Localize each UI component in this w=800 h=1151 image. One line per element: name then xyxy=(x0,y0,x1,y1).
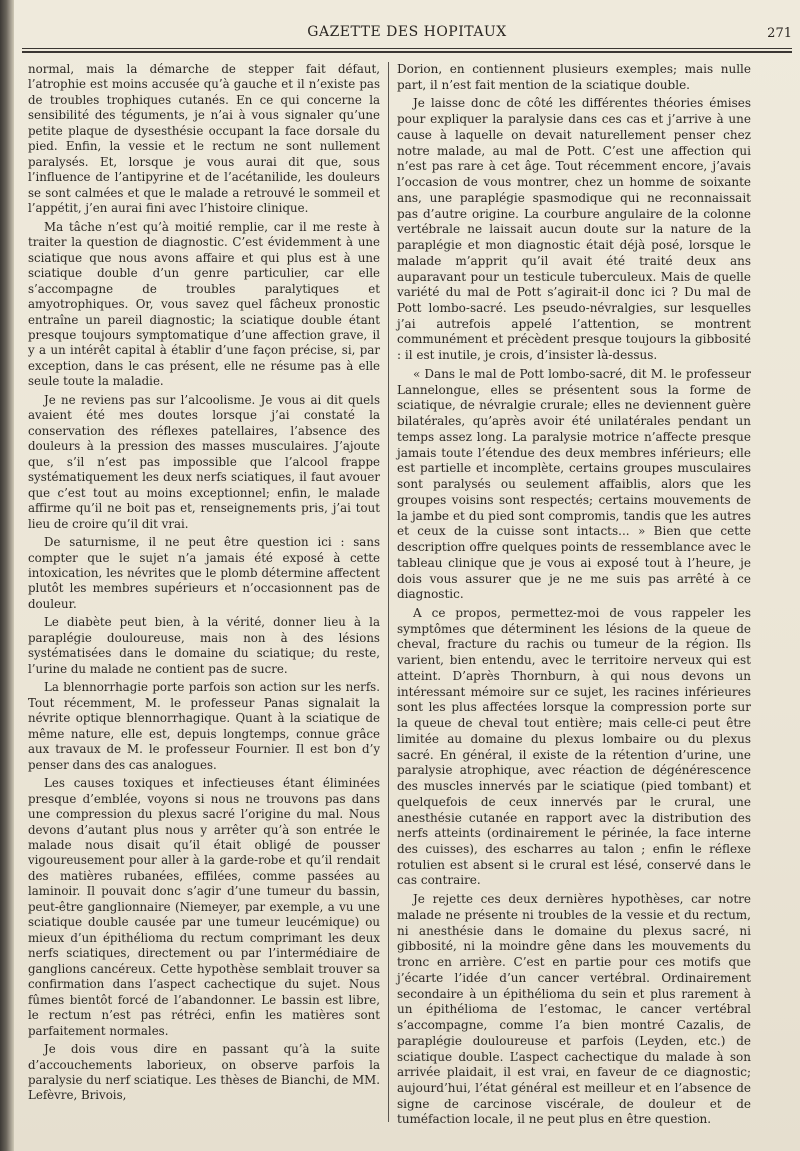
paragraph: Je rejette ces deux dernières hypothèses, car notre malade ne présente ni troubles de la vessie et du rectum, ni anesthésie dans le domaine du plexus sacré, ni gibbosité, ni la moindre gêne dans les mouvements du tronc en arrière. C’est en partie pour ces motifs que j’écarte l’idée d’un cancer vertébral. Ordinairement secondaire à un épithélioma du sein et plus rarement à un épithélioma de l’estomac, le cancer vertébral s’accompagne, comme l’a bien montré Cazalis, de paraplégie douloureuse et parfois (Leyden, etc.) de sciatique double. L’aspect cachectique du malade à son arrivée plaidait, il est vrai, en faveur de ce diagnostic; aujourd’hui, l’état général est meilleur et en l’absence de signe de carcinose viscérale, de douleur et de tuméfaction locale, il ne peut plus en être question. xyxy=(397,892,751,1127)
page-number: 271 xyxy=(767,26,792,41)
right-column xyxy=(397,62,751,1131)
page-binding-edge xyxy=(0,0,14,1151)
paragraph: A ce propos, permettez-moi de vous rappeler les symptômes que déterminent les lésions de la queue de cheval, fracture du rachis ou tumeur de la région. Ils varient, bien entendu, avec le territoire nerveux qui est atteint. D’après Thornburn, à qui nous devons un intéressant mémoire sur ce sujet, les racines inférieures sont les plus affectées lorsque la compression porte sur la queue de cheval tout entière; mais celle-ci peut être limitée au domaine du plexus lombaire ou du plexus sacré. En général, il existe de la rétention d’urine, une paralysie atrophique, avec réaction de dégénérescence des muscles innervés par le sciatique (pied tombant) et quelquefois de ceux innervés par le crural, une anesthésie cutanée en rapport avec la distribution des nerfs atteints (ordinairement le périnée, la face interne des cuisses), des escharres au talon ; enfin le réflexe rotulien est absent si le crural est lésé, conservé dans le cas contraire. xyxy=(397,605,751,888)
paragraph: normal, mais la démarche de stepper fait défaut, l’atrophie est moins accusée qu’à gauche et il n’existe pas de troubles trophiques cutanés. En ce qui concerne la sensibilité des téguments, je n’ai à vous signaler qu’une petite plaque de dysesthésie occupant la face dorsale du pied. Enfin, la vessie et le rectum ne sont nullement paralysés. Et, lorsque je vous aurai dit que, sous l’influence de l’antipyrine et de l’acétanilide, les douleurs se sont calmées et que le malade a retrouvé le sommeil et l’appétit, j’en aurai fini avec l’histoire clinique. xyxy=(28,62,380,216)
paragraph: Le diabète peut bien, à la vérité, donner lieu à la paraplégie douloureuse, mais non à des lésions systématisées dans le domaine du sciatique; du reste, l’urine du malade ne contient pas de sucre. xyxy=(28,615,380,676)
column-divider xyxy=(388,62,389,1122)
paragraph: « Dans le mal de Pott lombo-sacré, dit M. le professeur Lannelongue, elles se présentent sous la forme de sciatique, de névralgie crurale; elles ne deviennent guère bilatérales, qu’après avoir été unilatérales pendant un temps assez long. La paralysie motrice n’affecte presque jamais toute l’étendue des deux membres inférieurs; elle est partielle et incomplète, certains groupes musculaires sont paralysés ou seulement affaiblis, alors que les groupes voisins sont respectés; certains mouvements de la jambe et du pied sont compromis, tandis que les autres et ceux de la cuisse sont intacts... » Bien que cette description offre quelques points de ressemblance avec le tableau clinique que je vous ai exposé tout à l’heure, je dois vous assurer que je ne me suis pas arrêté à ce diagnostic. xyxy=(397,366,751,602)
paragraph: Je ne reviens pas sur l’alcoolisme. Je vous ai dit quels avaient été mes doutes lorsque j’ai constaté la conservation des réflexes patellaires, l’absence des douleurs à la pression des masses musculaires. J’ajoute que, s’il n’est pas impossible que l’alcool frappe systématiquement les deux nerfs sciatiques, il faut avouer que c’est tout au moins exceptionnel; enfin, le malade affirme qu’il ne boit pas et, renseignements pris, j’ai tout lieu de croire qu’il dit vrai. xyxy=(28,392,380,531)
paragraph: Dorion, en contiennent plusieurs exemples; mais nulle part, il n’est fait mention de la sciatique double. xyxy=(397,62,751,92)
journal-title: GAZETTE DES HOPITAUX xyxy=(307,24,507,40)
paragraph: De saturnisme, il ne peut être question ici : sans compter que le sujet n’a jamais été exposé à cette intoxication, les névrites que le plomb détermine affectent plutôt les membres supérieurs et n’occasionnent pas de douleur. xyxy=(28,535,380,611)
paragraph: Les causes toxiques et infectieuses étant éliminées presque d’emblée, voyons si nous ne trouvons pas dans une compression du plexus sacré l’origine du mal. Nous devons d’autant plus nous y arrêter qu’à son entrée le malade nous disait qu’il était obligé de pousser vigoureusement pour aller à la garde-robe et qu’il rendait des matières rubanées, effilées, comme passées au laminoir. Il pouvait donc s’agir d’une tumeur du bassin, peut-être ganglionnaire (Niemeyer, par exemple, a vu une sciatique double causée par une tumeur leucémique) ou mieux d’un épithélioma du rectum comprimant les deux nerfs sciatiques, directement ou par l’intermédiaire de ganglions cancéreux. Cette hypothèse semblait trouver sa confirmation dans l’aspect cachectique du sujet. Nous fûmes bientôt forcé de l’abandonner. Le bassin est libre, le rectum n’est pas rétréci, enfin les matières sont parfaitement normales. xyxy=(28,776,380,1038)
paragraph: La blennorrhagie porte parfois son action sur les nerfs. Tout récemment, M. le professeur Panas signalait la névrite optique blennorrhagique. Quant à la sciatique de même nature, elle est, depuis longtemps, connue grâce aux travaux de M. le professeur Fournier. Il est bon d’y penser dans des cas analogues. xyxy=(28,680,380,772)
header-rule-thin xyxy=(22,48,792,49)
left-column xyxy=(28,62,380,1107)
paragraph: Ma tâche n’est qu’à moitié remplie, car il me reste à traiter la question de diagnostic. C’est évidemment à une sciatique que nous avons affaire et qui plus est à une sciatique double d’un genre particulier, car elle s’accompagne de troubles paralytiques et amyotrophiques. Or, vous savez quel fâcheux pronostic entraîne un pareil diagnostic; la sciatique double étant presque toujours symptomatique d’une affection grave, il y a un intérêt capital à établir d’une façon précise, si, par exception, dans le cas présent, elle ne résume pas à elle seule toute la maladie. xyxy=(28,219,380,389)
header-rule-thick xyxy=(22,51,792,53)
paragraph: Je dois vous dire en passant qu’à la suite d’accouchements laborieux, on observe parfois la paralysie du nerf sciatique. Les thèses de Bianchi, de MM. Lefèvre, Brivois, xyxy=(28,1042,380,1103)
page-header xyxy=(22,24,792,46)
paragraph: Je laisse donc de côté les différentes théories émises pour expliquer la paralysie dans ces cas et j’arrive à une cause à laquelle on devait naturellement penser chez notre malade, au mal de Pott. C’est une affection qui n’est pas rare à cet âge. Tout récemment encore, j’avais l’occasion de vous montrer, chez un homme de soixante ans, une paraplégie spasmodique qui ne reconnaissait pas d’autre origine. La courbure angulaire de la colonne vertébrale ne laissait aucun doute sur la nature de la paraplégie et mon diagnostic était déjà posé, lorsque le malade m’apprit qu’il avait été traité deux ans auparavant pour un testicule tuberculeux. Mais de quelle variété du mal de Pott s’agirait-il donc ici ? Du mal de Pott lombo-sacré. Les pseudo-névralgies, sur lesquelles j’ai autrefois appelé l’attention, se montrent communément et précèdent presque toujours la gibbosité : il est inutile, je crois, d’insister là-dessus. xyxy=(397,96,751,363)
